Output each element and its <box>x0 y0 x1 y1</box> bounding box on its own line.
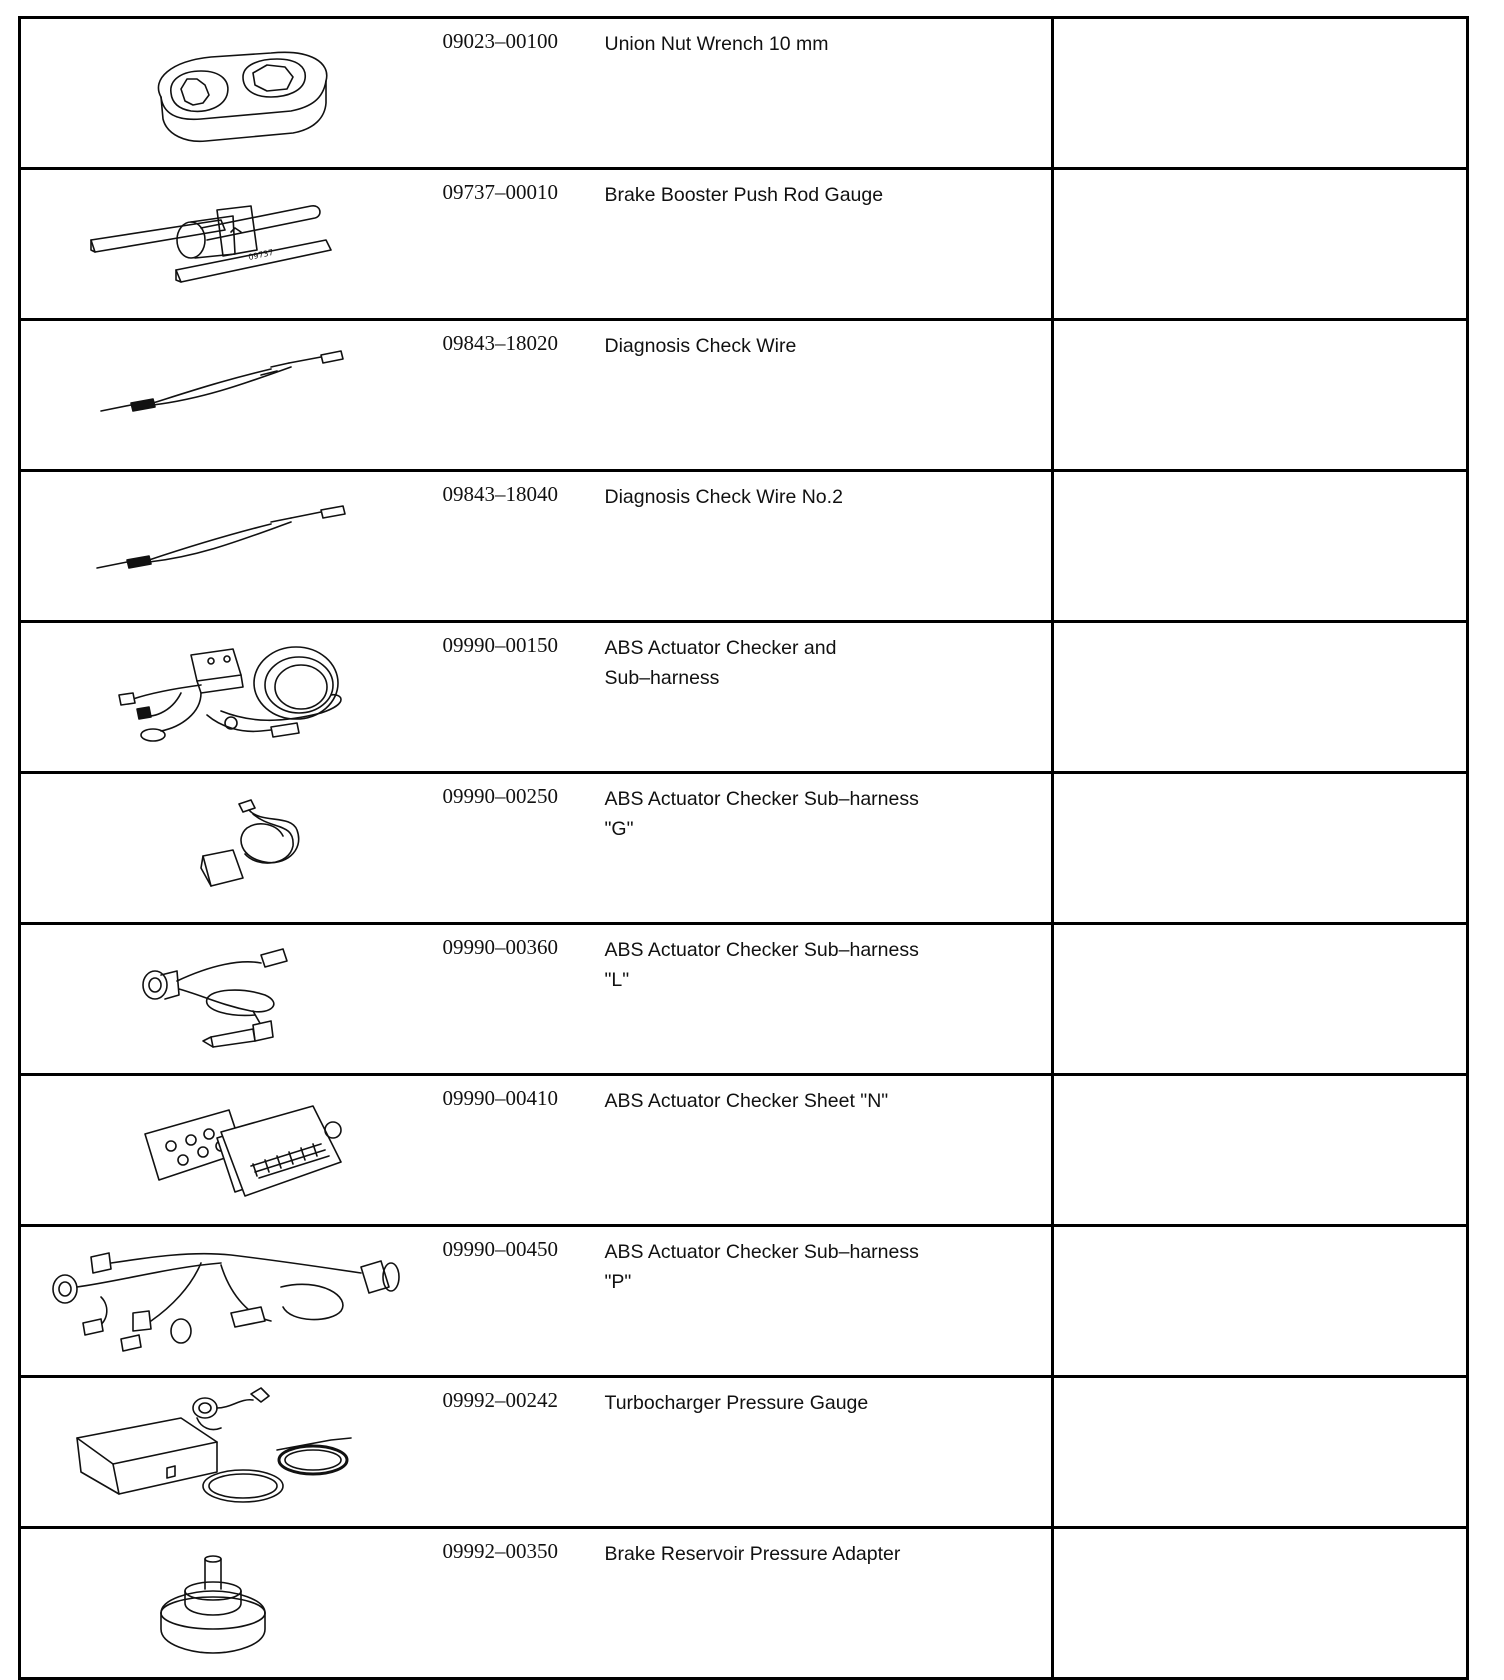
part-number: 09992–00242 <box>435 1377 601 1528</box>
part-name: Union Nut Wrench 10 mm <box>601 18 1053 169</box>
remarks-cell <box>1053 18 1468 169</box>
checker-sheet-icon <box>21 1076 461 1214</box>
table-row <box>20 773 1468 924</box>
part-number: 09992–00350 <box>435 1528 601 1679</box>
pressure-adapter-icon <box>21 1529 461 1667</box>
part-name: Diagnosis Check Wire <box>601 320 1053 471</box>
table-row <box>20 1528 1468 1679</box>
remarks-cell <box>1053 471 1468 622</box>
remarks-cell <box>1053 1226 1468 1377</box>
part-number: 09843–18040 <box>435 471 601 622</box>
check-wire-no2-icon <box>21 472 461 610</box>
pressure-gauge-icon <box>21 1378 461 1516</box>
part-name: ABS Actuator Checker Sub–harness "P" <box>601 1226 1053 1377</box>
remarks-cell <box>1053 1377 1468 1528</box>
sub-harness-g-icon <box>21 774 461 912</box>
table-row <box>20 169 1468 320</box>
special-tools-table <box>18 16 1469 1680</box>
part-number: 09023–00100 <box>435 18 601 169</box>
part-number: 09990–00450 <box>435 1226 601 1377</box>
push-rod-gauge-icon <box>21 170 461 308</box>
table-row <box>20 1226 1468 1377</box>
part-number: 09990–00360 <box>435 924 601 1075</box>
part-number: 09843–18020 <box>435 320 601 471</box>
remarks-cell <box>1053 169 1468 320</box>
svg-text:09737: 09737 <box>247 247 275 262</box>
table-row <box>20 924 1468 1075</box>
check-wire-icon <box>21 321 461 459</box>
part-number: 09990–00410 <box>435 1075 601 1226</box>
table-row <box>20 320 1468 471</box>
part-number: 09990–00150 <box>435 622 601 773</box>
part-name: Diagnosis Check Wire No.2 <box>601 471 1053 622</box>
remarks-cell <box>1053 1528 1468 1679</box>
remarks-cell <box>1053 1075 1468 1226</box>
table-row <box>20 1075 1468 1226</box>
part-number: 09990–00250 <box>435 773 601 924</box>
part-number: 09737–00010 <box>435 169 601 320</box>
remarks-cell <box>1053 622 1468 773</box>
table-row <box>20 18 1468 169</box>
remarks-cell <box>1053 320 1468 471</box>
abs-checker-icon <box>21 623 461 761</box>
part-name: ABS Actuator Checker and Sub–harness <box>601 622 1053 773</box>
union-nut-wrench-icon <box>21 19 461 157</box>
remarks-cell <box>1053 924 1468 1075</box>
remarks-cell <box>1053 773 1468 924</box>
part-name: ABS Actuator Checker Sheet "N" <box>601 1075 1053 1226</box>
part-name: Brake Booster Push Rod Gauge <box>601 169 1053 320</box>
sub-harness-l-icon <box>21 925 461 1063</box>
table-row <box>20 622 1468 773</box>
part-name: Turbocharger Pressure Gauge <box>601 1377 1053 1528</box>
sub-harness-p-icon <box>21 1227 461 1365</box>
table-row <box>20 471 1468 622</box>
part-name: ABS Actuator Checker Sub–harness "G" <box>601 773 1053 924</box>
table-row <box>20 1377 1468 1528</box>
part-name: Brake Reservoir Pressure Adapter <box>601 1528 1053 1679</box>
part-name: ABS Actuator Checker Sub–harness "L" <box>601 924 1053 1075</box>
